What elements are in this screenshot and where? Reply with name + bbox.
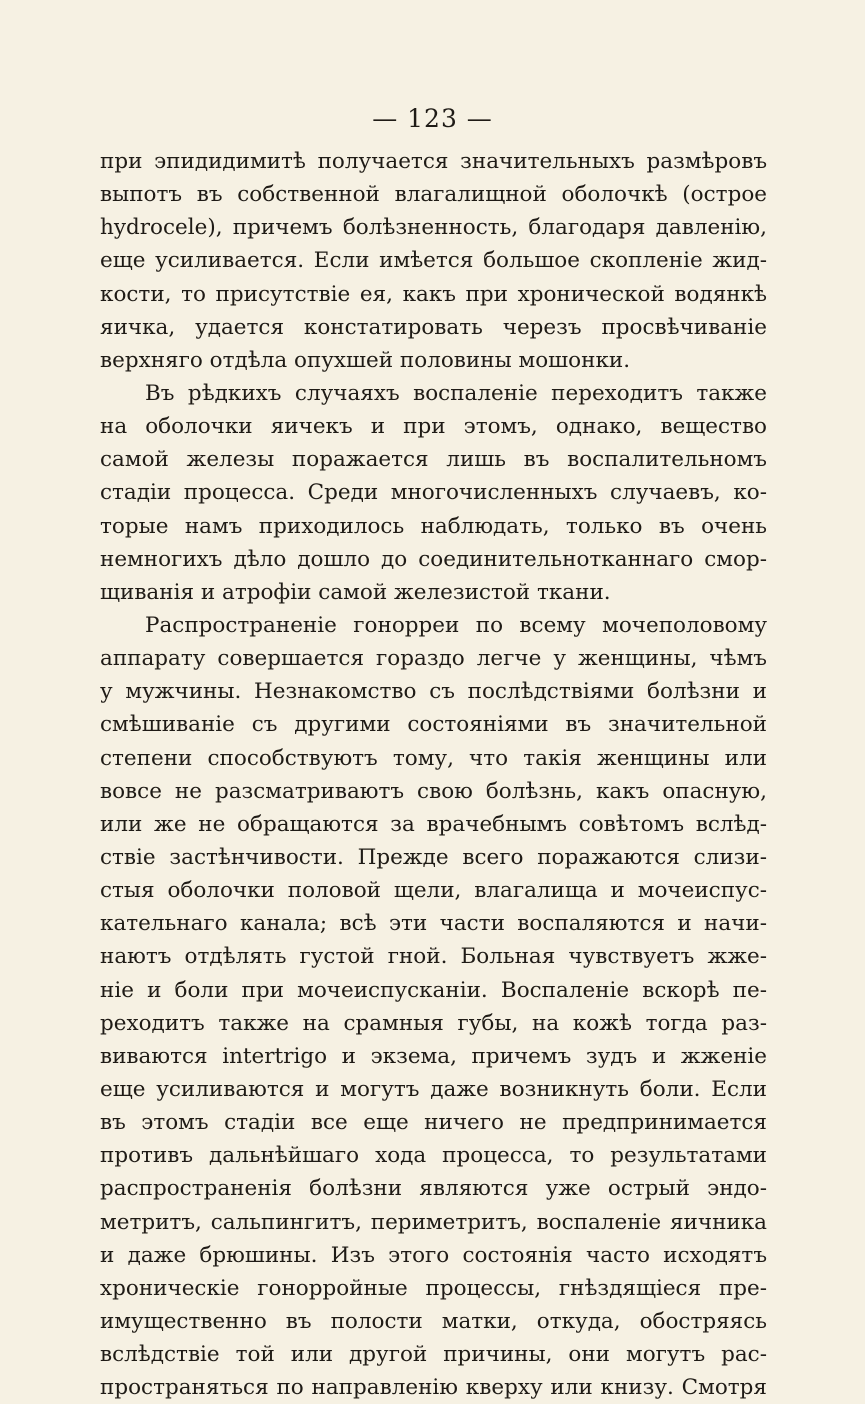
text-line: виваются intertrigo и экзема, причемъ зудъ и жженіе (100, 1043, 767, 1069)
text-line: стыя оболочки половой щели, влагалища и мочеиспус- (100, 878, 767, 904)
text-line: торые намъ приходилось наблюдать, только въ очень (100, 513, 767, 539)
text-line: кательнаго канала; всѣ эти части воспаляются и начи- (100, 911, 767, 937)
text-line: въ этомъ стадіи все еще ничего не предпринимается (100, 1110, 767, 1136)
text-line: еще усиливаются и могутъ даже возникнуть боли. Если (100, 1076, 767, 1102)
text-line: ніе и боли при мочеиспусканіи. Воспаленіе вскорѣ пе- (100, 977, 767, 1003)
text-line: и даже брюшины. Изъ этого состоянія часто исходятъ (100, 1242, 767, 1268)
text-line: на оболочки яичекъ и при этомъ, однако, вещество (100, 414, 767, 440)
text-line: смѣшиваніе съ другими состояніями въ значительной (100, 712, 767, 738)
text-line: наютъ отдѣлять густой гной. Больная чувствуетъ жже- (100, 944, 767, 970)
text-line: вслѣдствіе той или другой причины, они могутъ рас- (100, 1342, 767, 1368)
text-line: яичка, удается констатировать черезъ просвѣчиваніе (100, 314, 767, 340)
text-line: метритъ, сальпингитъ, периметритъ, воспаленіе яичника (100, 1209, 767, 1235)
text-line: при эпидидимитѣ получается значительныхъ размѣровъ (100, 149, 767, 174)
text-line: хроническіе гонорройные процессы, гнѣздящіеся пре- (100, 1275, 767, 1301)
text-line: Въ рѣдкихъ случаяхъ воспаленіе переходитъ также (145, 380, 767, 406)
text-line: имущественно въ полости матки, откуда, обостряясь (100, 1308, 767, 1334)
page-number: — 123 — (372, 104, 493, 133)
text-line: вовсе не разсматриваютъ свою болѣзнь, какъ опасную, (100, 778, 767, 804)
text-line: ствіе застѣнчивости. Прежде всего поражаются слизи- (100, 844, 767, 870)
text-line: реходитъ также на срамныя губы, на кожѣ тогда раз- (100, 1010, 767, 1036)
text-line: щиванія и атрофіи самой железистой ткани. (100, 579, 611, 605)
text-line: пространяться по направленію кверху или книзу. Смотря (100, 1375, 767, 1401)
text-line: или же не обращаются за врачебнымъ совѣтомъ вслѣд- (100, 811, 767, 837)
body-text (100, 145, 767, 1404)
text-line: выпотъ въ собственной влагалищной оболочкѣ (острое (100, 182, 767, 208)
text-line: самой железы поражается лишь въ воспалительномъ (100, 447, 767, 473)
text-line: кости, то присутствіе ея, какъ при хронической водянкѣ (100, 281, 767, 307)
text-line: аппарату совершается гораздо легче у женщины, чѣмъ (100, 646, 767, 672)
text-line: hydrocele), причемъ болѣзненность, благодаря давленію, (100, 215, 767, 241)
text-line: степени способствуютъ тому, что такія женщины или (100, 745, 767, 771)
text-line: распространенія болѣзни являются уже острый эндо- (100, 1176, 767, 1202)
text-line: еще усиливается. Если имѣется большое скопленіе жид- (100, 248, 767, 274)
text-line: верхняго отдѣла опухшей половины мошонки. (100, 347, 631, 373)
text-line: Распространеніе гонорреи по всему мочеполовому (145, 612, 767, 638)
text-line: противъ дальнѣйшаго хода процесса, то результатами (100, 1143, 767, 1169)
text-line: стадіи процесса. Среди многочисленныхъ случаевъ, ко- (100, 480, 767, 506)
text-line: немногихъ дѣло дошло до соединительнотканнаго смор- (100, 546, 767, 572)
text-line: у мужчины. Незнакомство съ послѣдствіями болѣзни и (100, 679, 767, 705)
